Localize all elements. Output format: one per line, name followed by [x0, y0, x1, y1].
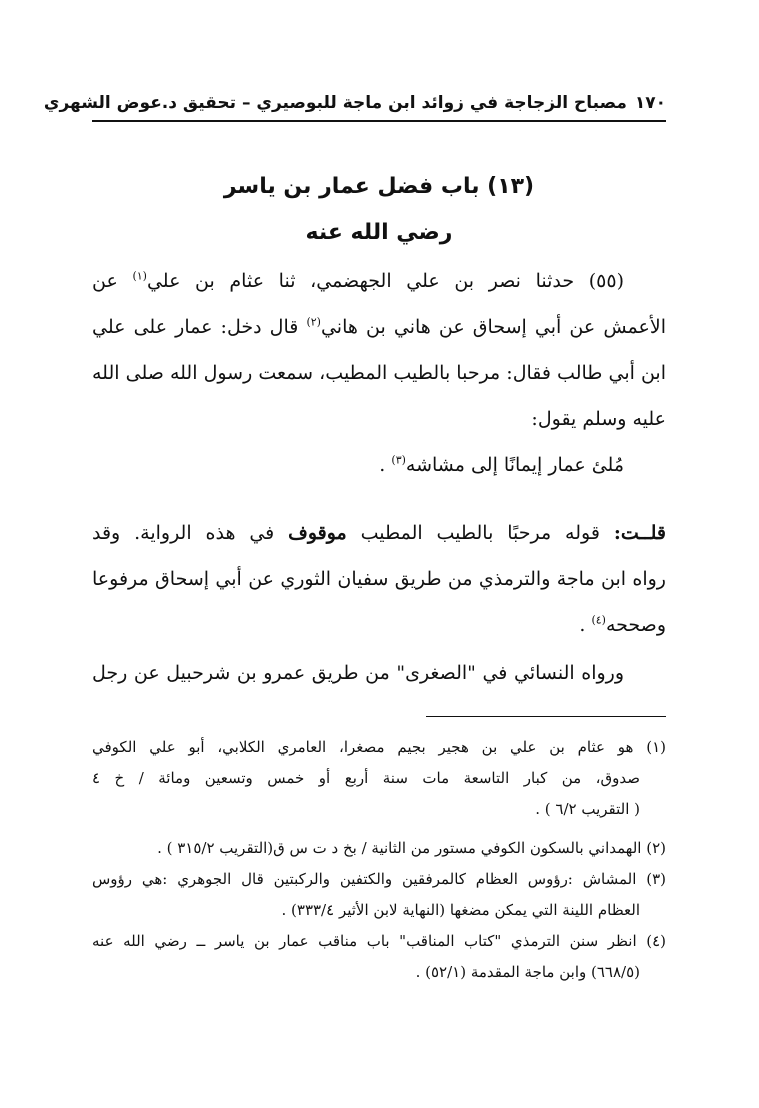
hadith-line-4: عليه وسلم يقول:: [531, 408, 666, 430]
footnote-ref-1: (١): [132, 269, 147, 283]
chapter-subtitle: رضي الله عنه: [305, 220, 453, 245]
commentary-line-1: [92, 510, 666, 556]
commentary-line-2: رواه ابن ماجة والترمذي من طريق سفيان الثوري عن أبي إسحاق مرفوعا: [92, 568, 666, 590]
hadith-text: الأعمش عن أبي إسحاق عن هاني بن هاني: [320, 316, 666, 338]
footnote-1-line-3: ( التقريب ٦/٢ ) .: [535, 800, 640, 818]
hadith-text: قال دخل: عمار على علي: [92, 316, 307, 338]
hadith-text: مُلئ عمار إيمانًا إلى مشاشه: [405, 454, 624, 476]
footnote-ref-4: (٤): [591, 613, 606, 627]
running-head-title: مصباح الزجاجة في زوائد ابن ماجة للبوصيري – تحقيق د.عوض الشهري: [43, 93, 627, 113]
hadith-text: (٥٥) حدثنا نصر بن علي الجهضمي، ثنا عثام بن علي: [146, 270, 624, 292]
footnote-ref-2: (٢): [306, 315, 321, 329]
commentary-text: وصححه: [605, 614, 666, 636]
qultu-label: قلــت:: [613, 522, 666, 544]
footnotes: [92, 732, 666, 988]
running-head: [43, 86, 666, 122]
footnote-1-line-1: (١) هو عثام بن علي بن هجير بجيم مصغرا، العامري الكلابي، أبو علي الكوفي: [92, 738, 666, 756]
commentary-line-3: [92, 602, 666, 648]
commentary-paragraph-2: [92, 650, 666, 696]
hadith-line-3: ابن أبي طالب فقال: مرحبا بالطيب المطيب، سمعت رسول الله صلى الله: [92, 362, 666, 384]
footnote-4-line-2: (٦٦٨/٥) وابن ماجة المقدمة (٥٢/١) .: [415, 963, 640, 981]
footnote-3-line-2: العظام اللينة التي يمكن مضغها (النهاية لابن الأثير ٣٣٣/٤) .: [281, 901, 640, 919]
hadith-line-1: [92, 258, 666, 304]
footnote-ref-3: (٣): [391, 453, 406, 467]
footnote-gap: [92, 825, 666, 833]
mawquf-term: موقوف: [288, 522, 347, 544]
hadith-text: عن: [92, 270, 133, 292]
footnote-1-line-2: صدوق، من كبار التاسعة مات سنة أربع أو خمس وتسعين ومائة / خ ٤: [92, 769, 640, 787]
hadith-text: .: [379, 454, 392, 476]
commentary-text: في هذه الرواية. وقد: [92, 522, 289, 544]
commentary-text: قوله مرحبًا بالطيب المطيب: [346, 522, 614, 544]
footnote-4-line-1: (٤) انظر سنن الترمذي "كتاب المناقب" باب مناقب عمار بن ياسر ــ رضي الله عنه: [92, 932, 666, 950]
footnote-2-line-1: (٢) الهمداني بالسكون الكوفي مستور من الثانية / بخ د ت س ق(التقريب ٣١٥/٢ ) .: [157, 839, 666, 857]
hadith-paragraph: [92, 258, 666, 488]
commentary-text: .: [579, 614, 592, 636]
footnote-divider: [426, 716, 666, 717]
chapter-title: (١٣) باب فضل عمار بن ياسر: [223, 174, 535, 199]
page-number: ١٧٠: [634, 93, 666, 113]
commentary-paragraph: [92, 510, 666, 648]
footnote-3-line-1: (٣) المشاش :رؤوس العظام كالمرفقين والكتفين والركبتين قال الجوهري :هي رؤوس: [92, 870, 666, 888]
commentary2-line-1: ورواه النسائي في "الصغرى" من طريق عمرو بن شرحبيل عن رجل: [92, 662, 624, 684]
hadith-line-5: [92, 442, 666, 488]
hadith-line-2: [92, 304, 666, 350]
